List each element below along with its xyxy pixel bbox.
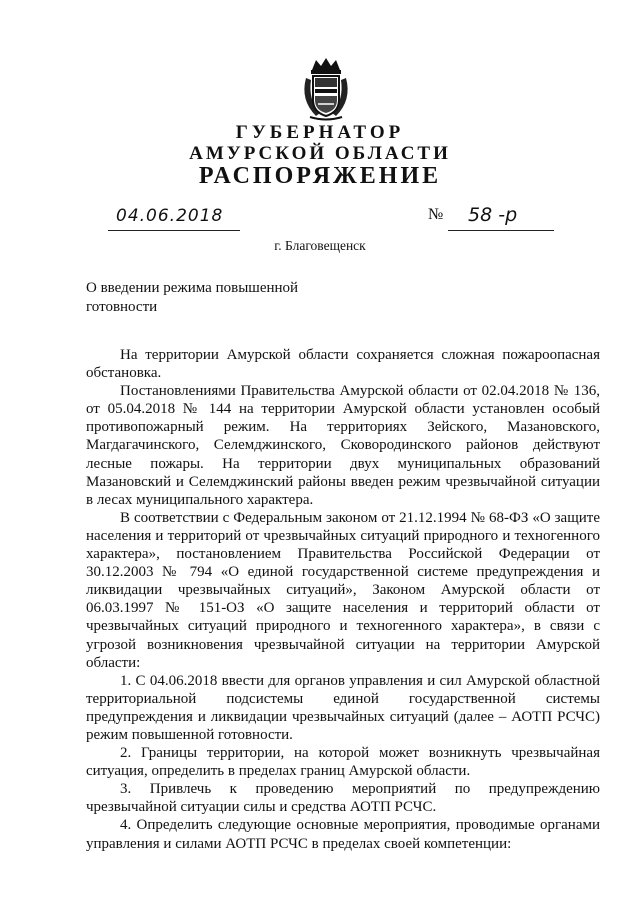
date-field: [108, 204, 240, 231]
document-type-title: РАСПОРЯЖЕНИЕ: [198, 163, 442, 189]
paragraph-item-2: 2. Границы территории, на которой может возникнуть чрезвычайная ситуация, определить в пределах границ Амурской области.: [86, 745, 600, 780]
paragraph-resolutions: Постановлениями Правительства Амурской области от 02.04.2018 № 136, от 05.04.2018 № 144 на территории Амурской области установлен особый противопожарный режим. На территориях Зейского, Мазановского, Магдагачинского, Селемджинского, Сковородинского районов действуют лесные пожары. На территории двух муниципальных образований Мазановский и Селемджинский районы введен режим чрезвычайной ситуации в лесах муниципального характера.: [86, 383, 600, 508]
paragraph-legal-basis: В соответствии с Федеральным законом от 21.12.1994 № 68-ФЗ «О защите населения и территорий от чрезвычайных ситуаций природного и техногенного характера», постановлением Правительства Российской Федерации от 30.12.2003 № 794 «О единой государственной системе предупреждения и ликвидации чрезвычайных ситуаций», Законом Амурской области от 06.03.1997 № 151-ОЗ «О защите населения и территорий области от чрезвычайных ситуаций природного и техногенного характера», в связи с угрозой возникновения чрезвычайной ситуации на территории Амурской области:: [86, 509, 600, 671]
region-title: АМУРСКОЙ ОБЛАСТИ: [189, 143, 451, 164]
paragraph-item-4: 4. Определить следующие основные мероприятия, проводимые органами управления и силами АОТП РСЧС в пределах своей компетенции:: [86, 817, 600, 852]
paragraph-item-1: 1. С 04.06.2018 ввести для органов управления и сил Амурской областной территориальной подсистемы единой государственной системы предупреждения и ликвидации чрезвычайных ситуаций (далее – АОТП РСЧС) режим повышенной готовности.: [86, 672, 600, 743]
city-line: г. Благовещенск: [274, 238, 366, 253]
number-label: №: [428, 206, 444, 223]
handwritten-date: 04.06.2018: [116, 206, 224, 226]
governor-title: ГУБЕРНАТОР: [235, 122, 405, 143]
coat-of-arms-icon: [298, 56, 354, 122]
number-field: [448, 204, 554, 231]
subject-line-1: О введении режима повышенной: [86, 280, 299, 296]
paragraph-item-3: 3. Привлечь к проведению мероприятий по предупреждению чрезвычайной ситуации силы и средства АОТП РСЧС.: [86, 781, 600, 816]
document-body: [86, 346, 600, 853]
paragraph-situation: На территории Амурской области сохраняется сложная пожароопасная обстановка.: [86, 347, 600, 382]
subject-line-2: готовности: [86, 299, 158, 315]
handwritten-number: 58 -р: [468, 204, 518, 226]
document-subject: [86, 279, 346, 317]
